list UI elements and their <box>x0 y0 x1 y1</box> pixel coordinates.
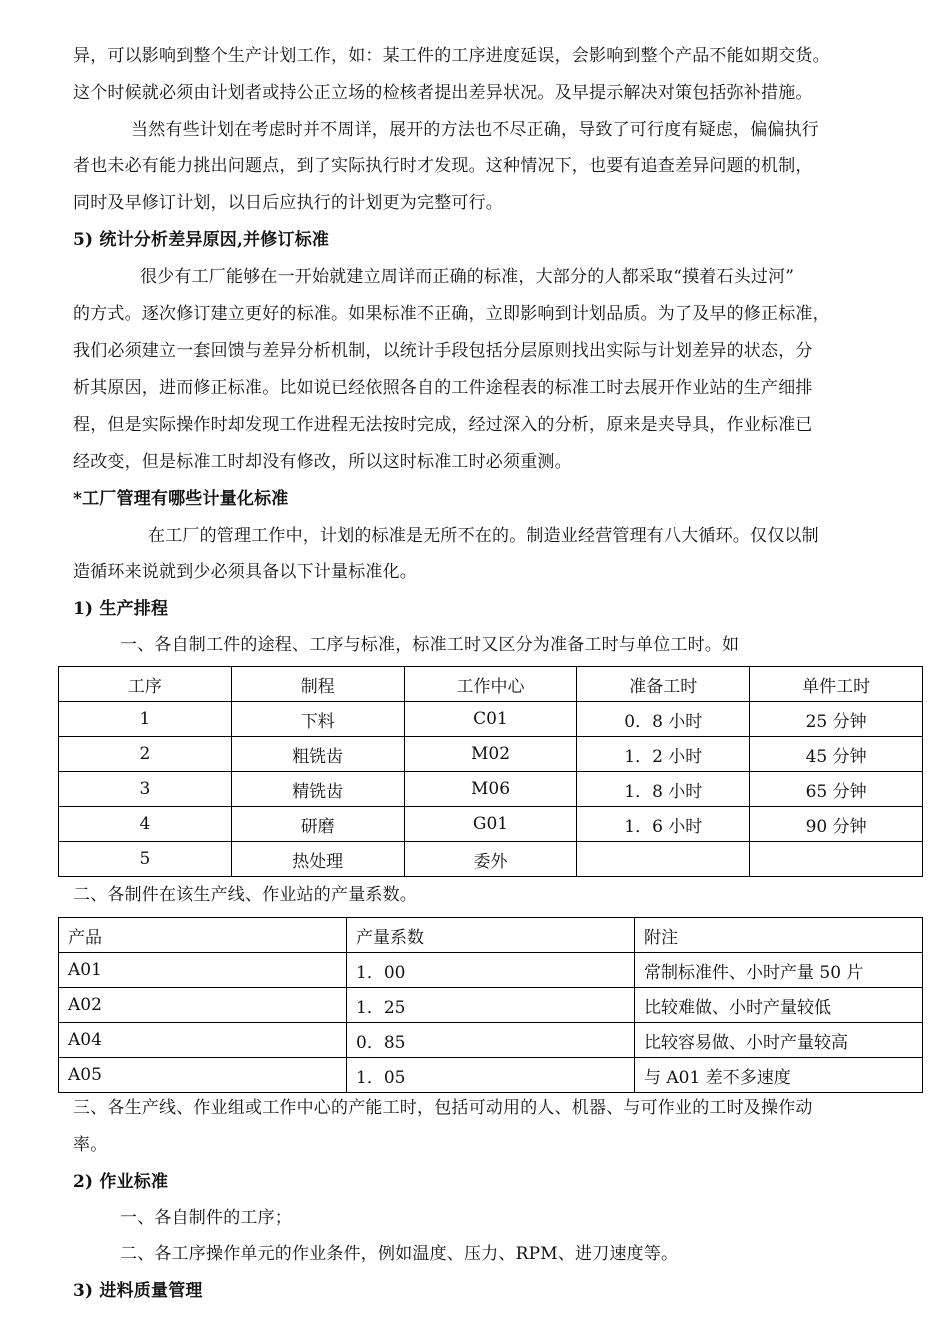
paragraph-line: 率。 <box>73 1135 108 1155</box>
paragraph-line: 的方式。逐次修订建立更好的标准。如果标准不正确，立即影响到计划品质。为了及早的修正标准， <box>73 304 830 324</box>
paragraph-line: 经改变，但是标准工时却没有修改，所以这时标准工时必须重测。 <box>73 452 572 472</box>
table-cell: 25 分钟 <box>750 702 923 737</box>
paragraph-line: 析其原因，进而修正标准。比如说已经依照各自的工件途程表的标准工时去展开作业站的生产细排 <box>73 378 813 398</box>
table-row <box>59 737 923 772</box>
table-header-row <box>59 918 923 953</box>
table-cell: 1．25 <box>347 988 635 1023</box>
paragraph-line: 很少有工厂能够在一开始就建立周详而正确的标准，大部分的人都采取“摸着石头过河” <box>140 267 795 287</box>
table-cell: 3 <box>59 772 232 807</box>
table-row <box>59 702 923 737</box>
table-header-cell: 工序 <box>59 667 232 702</box>
table-cell: 1．2 小时 <box>577 737 750 772</box>
paragraph-line: 当然有些计划在考虑时并不周详，展开的方法也不尽正确，导致了可行度有疑虑，偏偏执行 <box>131 120 819 140</box>
table-row <box>59 988 923 1023</box>
table-cell: 1．6 小时 <box>577 807 750 842</box>
paragraph-line: 异，可以影响到整个生产计划工作，如：某工件的工序进度延误，会影响到整个产品不能如期交货。 <box>73 46 830 66</box>
table-row <box>59 842 923 877</box>
table-cell: 比较容易做、小时产量较高 <box>635 1023 923 1058</box>
table-row <box>59 953 923 988</box>
table-cell: 0．8 小时 <box>577 702 750 737</box>
table-cell: 1 <box>59 702 232 737</box>
table-cell: M06 <box>404 772 577 807</box>
table-header-cell: 产量系数 <box>347 918 635 953</box>
table-header-cell: 制程 <box>231 667 404 702</box>
table-cell: 45 分钟 <box>750 737 923 772</box>
process-standard-table <box>58 666 923 877</box>
paragraph-line: 者也未必有能力挑出问题点，到了实际执行时才发现。这种情况下，也要有追查差异问题的机制， <box>73 156 813 176</box>
table-cell: C01 <box>404 702 577 737</box>
table-header-row <box>59 667 923 702</box>
table-row <box>59 807 923 842</box>
paragraph-line: 我们必须建立一套回馈与差异分析机制，以统计手段包括分层原则找出实际与计划差异的状态，分 <box>73 341 813 361</box>
table-cell: 4 <box>59 807 232 842</box>
table-header-cell: 工作中心 <box>404 667 577 702</box>
paragraph-line: 同时及早修订计划，以日后应执行的计划更为完整可行。 <box>73 193 503 213</box>
table-cell: 粗铣齿 <box>231 737 404 772</box>
table-cell: 0．85 <box>347 1023 635 1058</box>
paragraph-line: 一、各自制件的工序； <box>120 1208 292 1228</box>
table-header-cell: 单件工时 <box>750 667 923 702</box>
table-row <box>59 1023 923 1058</box>
paragraph-line: 三、各生产线、作业组或工作中心的产能工时，包括可动用的人、机器、与可作业的工时及操作动 <box>73 1098 813 1118</box>
paragraph-line: 造循环来说就到少必须具备以下计量标准化。 <box>73 562 417 582</box>
table-cell: 比较难做、小时产量较低 <box>635 988 923 1023</box>
table-cell: 5 <box>59 842 232 877</box>
table-cell: M02 <box>404 737 577 772</box>
table-cell: A05 <box>59 1058 347 1093</box>
table-cell: 65 分钟 <box>750 772 923 807</box>
table-cell: 1．05 <box>347 1058 635 1093</box>
paragraph-line: 二、各工序操作单元的作业条件，例如温度、压力、RPM、进刀速度等。 <box>120 1244 679 1264</box>
table-cell: G01 <box>404 807 577 842</box>
table-cell: 常制标准件、小时产量 50 片 <box>635 953 923 988</box>
paragraph-line: 二、各制件在该生产线、作业站的产量系数。 <box>73 885 417 905</box>
table-cell: A02 <box>59 988 347 1023</box>
table-row <box>59 1058 923 1093</box>
table-header-cell: 准备工时 <box>577 667 750 702</box>
section-heading: 3) 进料质量管理 <box>73 1281 203 1301</box>
table-cell: 研磨 <box>231 807 404 842</box>
table-header-cell: 附注 <box>635 918 923 953</box>
output-coefficient-table <box>58 917 923 1093</box>
table-cell: 与 A01 差不多速度 <box>635 1058 923 1093</box>
table-cell <box>750 842 923 877</box>
table-cell: 2 <box>59 737 232 772</box>
paragraph-line: 程，但是实际操作时却发现工作进程无法按时完成，经过深入的分析，原来是夹导具，作业标准已 <box>73 415 813 435</box>
section-heading: 1) 生产排程 <box>73 599 169 619</box>
section-heading: *工厂管理有哪些计量化标准 <box>73 489 289 509</box>
table-cell: 热处理 <box>231 842 404 877</box>
table-cell: 委外 <box>404 842 577 877</box>
table-cell: 1．8 小时 <box>577 772 750 807</box>
table-cell: A01 <box>59 953 347 988</box>
table-cell: 90 分钟 <box>750 807 923 842</box>
section-heading: 5) 统计分析差异原因,并修订标准 <box>73 230 330 250</box>
paragraph-line: 在工厂的管理工作中，计划的标准是无所不在的。制造业经营管理有八大循环。仅仅以制 <box>148 526 819 546</box>
table-cell: 精铣齿 <box>231 772 404 807</box>
table-cell <box>577 842 750 877</box>
table-cell: A04 <box>59 1023 347 1058</box>
paragraph-line: 一、各自制工件的途程、工序与标准，标准工时又区分为准备工时与单位工时。如 <box>120 635 740 655</box>
table-row <box>59 772 923 807</box>
table-cell: 下料 <box>231 702 404 737</box>
paragraph-line: 这个时候就必须由计划者或持公正立场的检核者提出差异状况。及早提示解决对策包括弥补措施。 <box>73 83 813 103</box>
table-header-cell: 产品 <box>59 918 347 953</box>
table-cell: 1．00 <box>347 953 635 988</box>
section-heading: 2) 作业标准 <box>73 1172 169 1192</box>
